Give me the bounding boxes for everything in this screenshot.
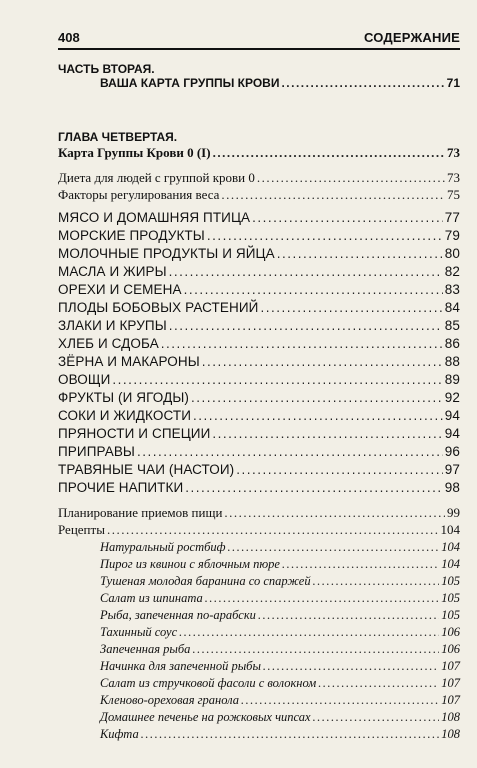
toc-label: Салат из стручковой фасоли с волокном	[100, 676, 317, 690]
toc-label: Планирование приемов пищи	[58, 505, 223, 520]
toc-label: МОРСКИЕ ПРОДУКТЫ	[58, 228, 205, 243]
toc-page: 108	[441, 710, 460, 724]
toc-page: 80	[444, 246, 460, 261]
toc-label: Рецепты	[58, 522, 105, 537]
toc-entry-recipe	[100, 642, 460, 657]
dot-leader	[202, 354, 443, 369]
dot-leader	[185, 480, 442, 495]
toc-entry	[58, 462, 460, 477]
dot-leader	[318, 676, 439, 691]
toc-entry-recipe	[100, 625, 460, 640]
toc-entry	[58, 300, 460, 315]
dot-leader	[258, 608, 439, 623]
toc-page: 88	[444, 354, 460, 369]
page-number: 408	[58, 30, 80, 45]
dot-leader	[277, 246, 443, 261]
dot-leader	[193, 408, 443, 423]
toc-label: Кифта	[100, 727, 139, 741]
toc-label: ХЛЕБ И СДОБА	[58, 336, 159, 351]
toc-page: 94	[444, 426, 460, 441]
dot-leader	[313, 710, 440, 725]
toc-entry	[58, 170, 460, 186]
toc-page: 86	[444, 336, 460, 351]
toc-page: 104	[440, 522, 460, 537]
toc-entry-recipe	[100, 727, 460, 742]
toc-label: ПРОЧИЕ НАПИТКИ	[58, 480, 184, 495]
toc-page: 105	[441, 608, 460, 622]
toc-entry	[58, 444, 460, 459]
toc-page: 99	[447, 505, 460, 520]
toc-page: 104	[441, 540, 460, 554]
dot-leader	[179, 625, 439, 640]
toc-label: ПЛОДЫ БОБОВЫХ РАСТЕНИЙ	[58, 300, 259, 315]
dot-leader	[282, 557, 439, 572]
toc-label: Домашнее печенье на рожковых чипсах	[100, 710, 311, 724]
toc-label: СОКИ И ЖИДКОСТИ	[58, 408, 191, 423]
toc-label: ПРЯНОСТИ И СПЕЦИИ	[58, 426, 211, 441]
toc-entry	[58, 372, 460, 387]
dot-leader	[260, 300, 442, 315]
toc-page: 106	[441, 642, 460, 656]
toc-page: 98	[444, 480, 460, 495]
page-header	[58, 30, 460, 50]
dot-leader	[137, 444, 443, 459]
toc-entry-recipe	[100, 540, 460, 555]
dot-leader	[161, 336, 443, 351]
dot-leader	[221, 187, 445, 203]
dot-leader	[169, 318, 443, 333]
dot-leader	[281, 76, 444, 90]
dot-leader	[207, 228, 443, 243]
dot-leader	[224, 505, 445, 521]
toc-label: Карта Группы Крови 0 (I)	[58, 145, 211, 160]
toc-label: ОВОЩИ	[58, 372, 111, 387]
toc-label: Тушеная молодая баранина со спаржей	[100, 574, 311, 588]
toc-page: 107	[441, 659, 460, 673]
toc-page: 94	[444, 408, 460, 423]
toc-label: ОРЕХИ И СЕМЕНА	[58, 282, 182, 297]
toc-label: ПРИПРАВЫ	[58, 444, 135, 459]
toc-entry-recipe	[100, 608, 460, 623]
toc-entry	[58, 228, 460, 243]
toc-page: 107	[441, 676, 460, 690]
dot-leader	[313, 574, 440, 589]
toc-entry	[58, 318, 460, 333]
toc-page: 75	[447, 187, 460, 202]
toc-entry	[58, 264, 460, 279]
toc-label: ТРАВЯНЫЕ ЧАИ (НАСТОИ)	[58, 462, 235, 477]
toc-label: Натуральный ростбиф	[100, 540, 226, 554]
dot-leader	[236, 462, 443, 477]
toc-entry	[58, 390, 460, 405]
toc-label: ФРУКТЫ (И ЯГОДЫ)	[58, 390, 190, 405]
toc-label: ЗЁРНА И МАКАРОНЫ	[58, 354, 200, 369]
toc-entry	[58, 282, 460, 297]
toc-page: 82	[444, 264, 460, 279]
dot-leader	[184, 282, 443, 297]
toc-entry-part	[100, 76, 460, 90]
toc-entry-recipe	[100, 676, 460, 691]
dot-leader	[141, 727, 440, 742]
toc-entry	[58, 426, 460, 441]
chapter-title: ГЛАВА ЧЕТВЕРТАЯ.	[58, 130, 178, 144]
toc-page: 71	[446, 76, 460, 90]
toc-label: МЯСО И ДОМАШНЯЯ ПТИЦА	[58, 210, 251, 225]
toc-label: МОЛОЧНЫЕ ПРОДУКТЫ И ЯЙЦА	[58, 246, 275, 261]
dot-leader	[112, 372, 442, 387]
toc-page: 73	[447, 170, 460, 185]
dot-leader	[192, 642, 439, 657]
toc-page: 77	[444, 210, 460, 225]
dot-leader	[212, 426, 442, 441]
toc-label: МАСЛА И ЖИРЫ	[58, 264, 167, 279]
toc-page: 104	[441, 557, 460, 571]
toc-entry-recipe	[100, 659, 460, 674]
toc-page: 89	[444, 372, 460, 387]
toc-label: Тахинный соус	[100, 625, 178, 639]
dot-leader	[241, 693, 439, 708]
toc-page: 92	[444, 390, 460, 405]
toc-page: 84	[444, 300, 460, 315]
toc-entry	[58, 522, 460, 538]
toc-label: ВАША КАРТА ГРУППЫ КРОВИ	[100, 76, 280, 90]
toc-page: 106	[441, 625, 460, 639]
toc-page: 79	[444, 228, 460, 243]
toc-entry-chapter	[58, 145, 460, 161]
toc-label: Диета для людей с группой крови 0	[58, 170, 255, 185]
toc-label: Рыба, запеченная по-арабски	[100, 608, 256, 622]
toc-page: 105	[441, 591, 460, 605]
dot-leader	[252, 210, 443, 225]
dot-leader	[191, 390, 443, 405]
running-title: СОДЕРЖАНИЕ	[364, 30, 460, 45]
toc-page: 85	[444, 318, 460, 333]
toc-label: Факторы регулирования веса	[58, 187, 220, 202]
toc-entry	[58, 246, 460, 261]
toc-entry	[58, 187, 460, 203]
toc-entry-recipe	[100, 591, 460, 606]
toc-page: 105	[441, 574, 460, 588]
toc-page: 83	[444, 282, 460, 297]
toc-page: 96	[444, 444, 460, 459]
toc-entry	[58, 336, 460, 351]
toc-label: Салат из шпината	[100, 591, 203, 605]
toc-label: Кленово-ореховая гранола	[100, 693, 240, 707]
toc-entry	[58, 210, 460, 225]
toc-entry	[58, 354, 460, 369]
toc-page: 107	[441, 693, 460, 707]
dot-leader	[263, 659, 439, 674]
dot-leader	[205, 591, 440, 606]
toc-entry	[58, 505, 460, 521]
toc-page: 97	[444, 462, 460, 477]
toc-entry-recipe	[100, 574, 460, 589]
dot-leader	[257, 170, 445, 186]
toc-label: ЗЛАКИ И КРУПЫ	[58, 318, 167, 333]
toc-label: Начинка для запеченной рыбы	[100, 659, 261, 673]
toc-page: 73	[447, 145, 460, 160]
toc-entry-recipe	[100, 710, 460, 725]
dot-leader	[228, 540, 440, 555]
dot-leader	[107, 522, 439, 538]
dot-leader	[169, 264, 443, 279]
toc-label: Запеченная рыба	[100, 642, 191, 656]
toc-entry-recipe	[100, 557, 460, 572]
part-title: ЧАСТЬ ВТОРАЯ.	[58, 62, 155, 76]
toc-label: Пирог из квинои с яблочным пюре	[100, 557, 280, 571]
toc-entry	[58, 480, 460, 495]
dot-leader	[213, 145, 445, 161]
toc-entry	[58, 408, 460, 423]
toc-page: 108	[441, 727, 460, 741]
toc-entry-recipe	[100, 693, 460, 708]
